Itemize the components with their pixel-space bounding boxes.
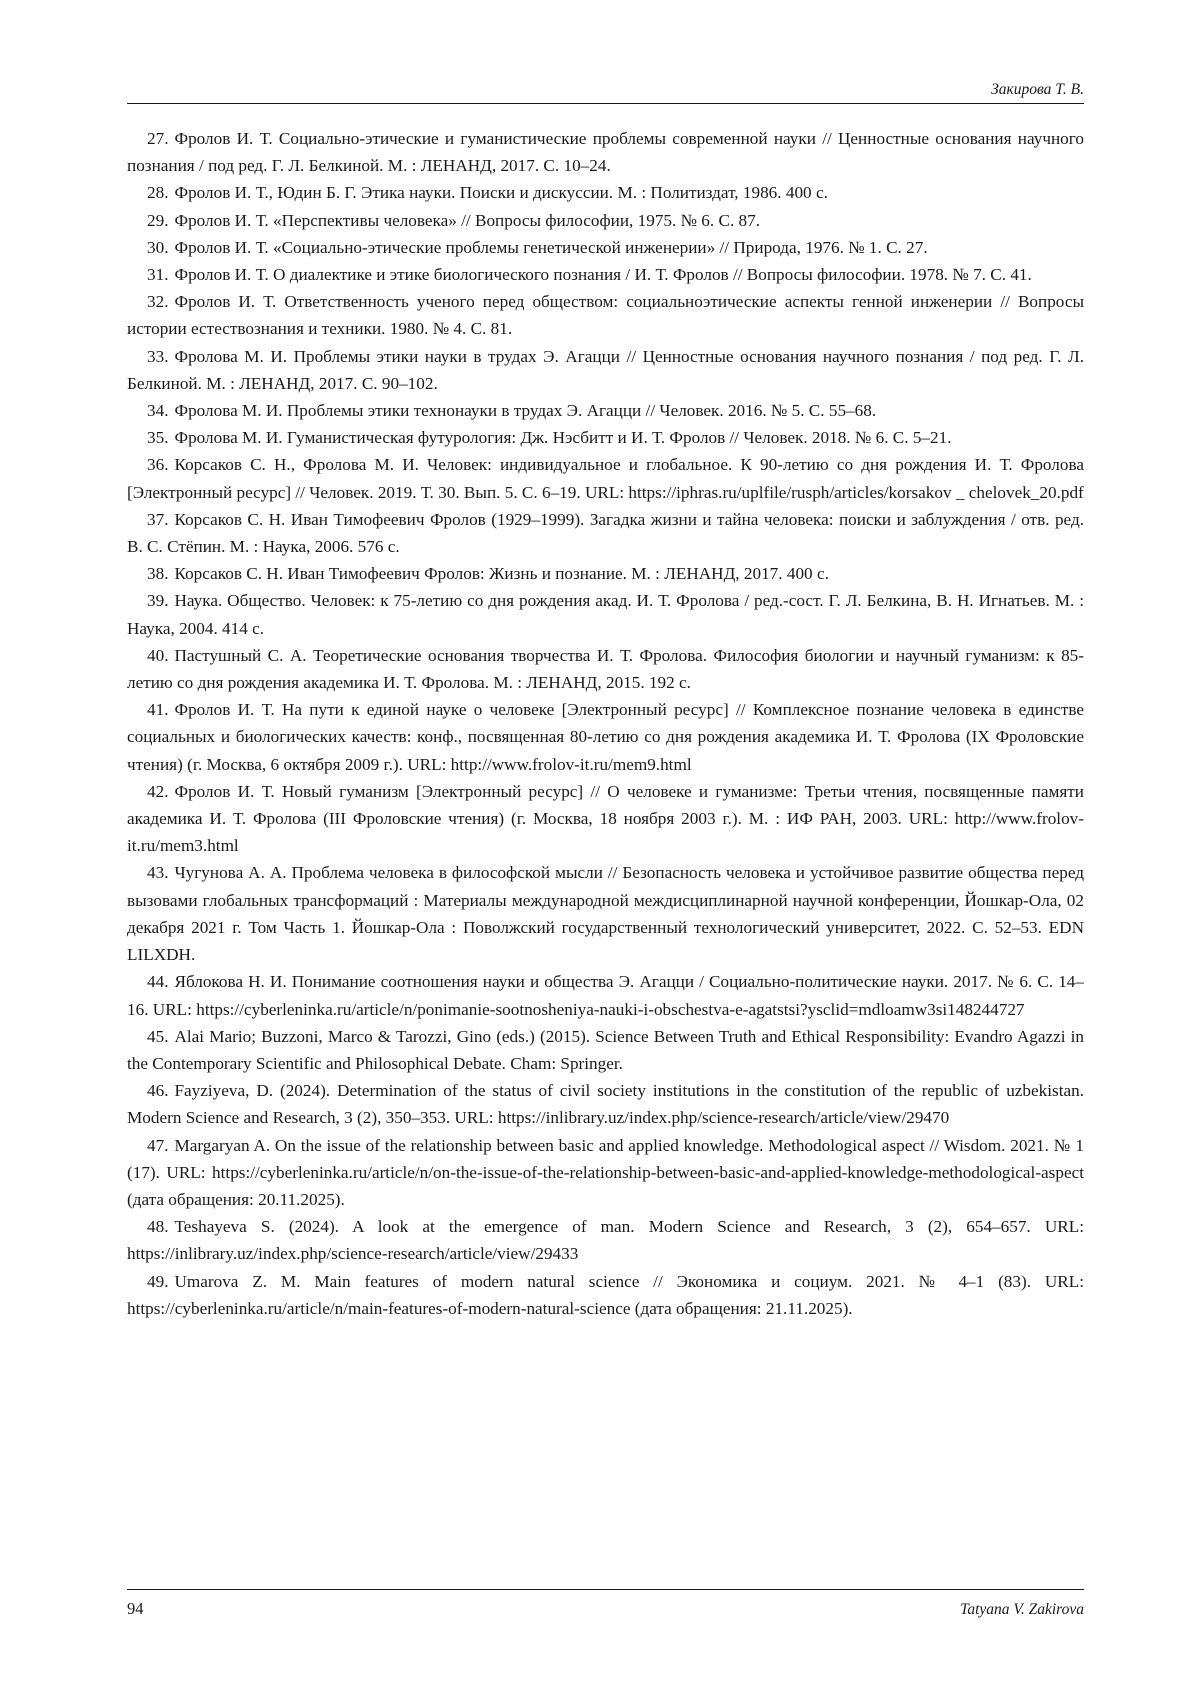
reference-item (127, 288, 1084, 342)
reference-item (127, 506, 1084, 560)
reference-text: Margaryan A. On the issue of the relationship between basic and applied knowledge. Methodological aspect // Wisdom. 2021. № 1 (17). URL: https://cyberleninka.ru/article/n/on-the-issue-of-the-relationship-between-basic-and-applied-knowledge-methodological-aspect (дата обращения: 20.11.2025). (127, 1135, 1084, 1209)
reference-number: 36. (147, 455, 169, 475)
reference-number: 44. (147, 972, 169, 992)
reference-item (127, 261, 1084, 288)
reference-number: 33. (147, 346, 169, 366)
reference-number: 31. (147, 265, 169, 285)
reference-text: Teshayeva S. (2024). A look at the emergence of man. Modern Science and Research, 3 (2), 654–657. URL: https://inlibrary.uz/index.php/science-research/article/view/29433 (127, 1217, 1084, 1264)
footer-author: Tatyana V. Zakirova (960, 1601, 1084, 1618)
reference-number: 46. (147, 1081, 169, 1101)
reference-item (127, 642, 1084, 696)
reference-item (127, 1023, 1084, 1077)
reference-text: Фролов И. Т. Новый гуманизм [Электронный ресурс] // О человеке и гуманизме: Третьи чтения, посвященные памяти академика И. Т. Фролова (III Фроловские чтения) (г. Москва, 18 ноября 2003 г.). М. : ИФ РАН, 2003. URL: http://www.frolov-it.ru/mem3.html (127, 781, 1084, 856)
reference-text: Фролова М. И. Проблемы этики технонауки в трудах Э. Агацци // Человек. 2016. № 5. С. 55–68. (174, 401, 877, 421)
reference-text: Чугунова А. А. Проблема человека в философской мысли // Безопасность человека и устойчивое развитие общества перед вызовами глобальных трансформаций : Материалы международной междисциплинарной научной конференции, Йошкар-Ола, 02 декабря 2021 г. Том Часть 1. Йошкар-Ола : Поволжский государственный технологический университет, 2022. С. 52–53. EDN LILXDH. (127, 863, 1084, 965)
reference-item (127, 451, 1084, 505)
reference-text: Фролов И. Т. Ответственность ученого перед обществом: социальноэтические аспекты генной инженерии // Вопросы истории естествознания и техники. 1980. № 4. С. 81. (127, 292, 1084, 339)
reference-number: 29. (147, 210, 169, 230)
reference-text: Umarova Z. M. Main features of modern natural science // Экономика и социум. 2021. № 4–1 (83). URL: https://cyberleninka.ru/article/n/main-features-of-modern-natural-science (дата обращения: 21.11.2025). (127, 1271, 1084, 1318)
reference-number: 41. (147, 700, 169, 720)
reference-text: Фролов И. Т. «Социально-этические проблемы генетической инженерии» // Природа, 1976. № 1. С. 27. (174, 237, 928, 257)
reference-item (127, 343, 1084, 397)
reference-number: 43. (147, 863, 169, 883)
reference-item (127, 424, 1084, 451)
reference-number: 35. (147, 428, 169, 448)
header-divider (127, 103, 1084, 104)
reference-text: Фролова М. И. Гуманистическая футурология: Дж. Нэсбитт и И. Т. Фролов // Человек. 2018. № 6. С. 5–21. (174, 428, 952, 448)
reference-item (127, 859, 1084, 968)
reference-text: Корсаков С. Н. Иван Тимофеевич Фролов (1929–1999). Загадка жизни и тайна человека: поиски и заблуждения / отв. ред. В. С. Стёпин. М. : Наука, 2006. 576 с. (127, 509, 1084, 557)
reference-number: 28. (147, 183, 169, 203)
reference-item (127, 1132, 1084, 1214)
reference-number: 37. (147, 509, 169, 529)
reference-number: 42. (147, 781, 169, 801)
reference-number: 47. (147, 1135, 169, 1155)
reference-number: 38. (147, 564, 169, 584)
reference-number: 39. (147, 591, 169, 611)
reference-text: Fayziyeva, D. (2024). Determination of the status of civil society institutions in the constitution of the republic of uzbekistan. Modern Science and Research, 3 (2), 350–353. URL: https://inlibrary.uz/index.php/science-research/article/view/29470 (127, 1081, 1084, 1128)
reference-text: Alai Mario; Buzzoni, Marco & Tarozzi, Gino (eds.) (2015). Science Between Truth and Ethical Responsibility: Evandro Agazzi in the Contemporary Scientific and Philosophical Debate. Cham: Springer. (127, 1026, 1084, 1073)
reference-number: 32. (147, 292, 169, 312)
reference-text: Пастушный С. А. Теоретические основания творчества И. Т. Фролова. Философия биологии и научный гуманизм: к 85-летию со дня рождения академика И. Т. Фролова. М. : ЛЕНАНД, 2015. 192 с. (127, 645, 1084, 693)
reference-text: Фролов И. Т. Социально-этические и гуманистические проблемы современной науки // Ценностные основания научного познания / под ред. Г. Л. Белкиной. М. : ЛЕНАНД, 2017. С. 10–24. (127, 129, 1084, 176)
reference-number: 48. (147, 1217, 169, 1237)
reference-item (127, 179, 1084, 206)
reference-number: 30. (147, 237, 169, 257)
reference-number: 49. (147, 1271, 169, 1291)
reference-item (127, 1077, 1084, 1131)
reference-item (127, 778, 1084, 860)
reference-item (127, 234, 1084, 261)
reference-item (127, 968, 1084, 1022)
reference-list (127, 125, 1084, 1322)
running-head-title: Закирова Т. В. (991, 81, 1084, 98)
reference-item (127, 696, 1084, 778)
reference-text: Корсаков С. Н., Фролова М. И. Человек: индивидуальное и глобальное. К 90-летию со дня рождения И. Т. Фролова [Электронный ресурс] // Человек. 2019. Т. 30. Вып. 5. С. 6–19. URL: https://iphras.ru/uplfile/rusph/articles/korsakov _ chelovek_20.pdf (127, 455, 1084, 502)
page-number: 94 (127, 1599, 144, 1618)
reference-item (127, 1213, 1084, 1267)
reference-text: Яблокова Н. И. Понимание соотношения науки и общества Э. Агацци / Социально-политические науки. 2017. № 6. С. 14–16. URL: https://cyberleninka.ru/article/n/ponimanie-sootnosheniya-nauki-i-obschestva-e-agatstsi?ysclid=mdloamw3si148244727 (127, 972, 1084, 1019)
reference-text: Фролов И. Т. На пути к единой науке о человеке [Электронный ресурс] // Комплексное познание человека в единстве социальных и биологических качеств: конф., посвященная 80-летию со дня рождения академика И. Т. Фролова (IX Фроловские чтения) (г. Москва, 6 октября 2009 г.). URL: http://www.frolov-it.ru/mem9.html (127, 700, 1084, 774)
reference-text: Фролов И. Т. «Перспективы человека» // Вопросы философии, 1975. № 6. С. 87. (174, 210, 761, 230)
reference-item (127, 397, 1084, 424)
reference-number: 27. (147, 129, 169, 148)
reference-text: Наука. Общество. Человек: к 75-летию со дня рождения акад. И. Т. Фролова / ред.-сост. Г. Л. Белкина, В. Н. Игнатьев. М. : Наука, 2004. 414 с. (127, 591, 1084, 638)
reference-item (127, 560, 1084, 587)
reference-item (127, 125, 1084, 179)
reference-number: 40. (147, 645, 169, 665)
footer-divider (127, 1589, 1084, 1590)
reference-number: 45. (147, 1026, 169, 1046)
reference-item (127, 1268, 1084, 1322)
reference-text: Корсаков С. Н. Иван Тимофеевич Фролов: Жизнь и познание. М. : ЛЕНАНД, 2017. 400 с. (174, 564, 829, 584)
reference-number: 34. (147, 401, 169, 421)
reference-text: Фролов И. Т., Юдин Б. Г. Этика науки. Поиски и дискуссии. М. : Политиздат, 1986. 400 с. (174, 183, 828, 203)
reference-item (127, 587, 1084, 641)
reference-text: Фролов И. Т. О диалектике и этике биологического познания / И. Т. Фролов // Вопросы философии. 1978. № 7. С. 41. (174, 265, 1032, 285)
reference-text: Фролова М. И. Проблемы этики науки в трудах Э. Агацци // Ценностные основания научного познания / под ред. Г. Л. Белкиной. М. : ЛЕНАНД, 2017. С. 90–102. (127, 346, 1084, 393)
reference-item (127, 207, 1084, 234)
